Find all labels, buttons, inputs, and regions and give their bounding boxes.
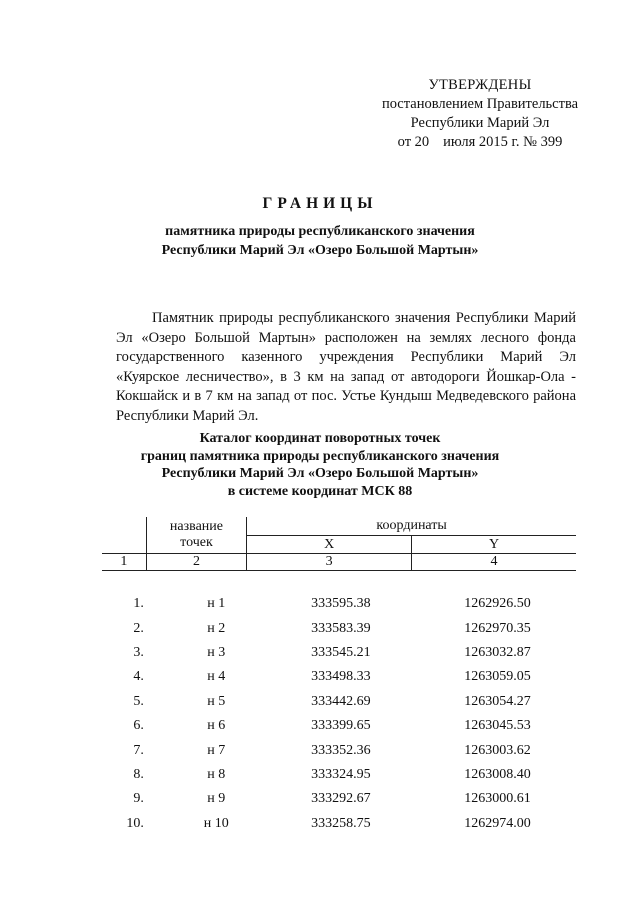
header-x: X bbox=[247, 536, 412, 554]
row-point-name: н 3 bbox=[207, 644, 226, 660]
coordinates-table-body bbox=[102, 592, 576, 836]
table-row bbox=[102, 738, 576, 762]
row-point-name: н 2 bbox=[207, 620, 226, 636]
row-index: 6. bbox=[133, 718, 144, 734]
catalog-line-4: в системе координат МСК 88 bbox=[227, 483, 413, 499]
row-point-name: н 6 bbox=[207, 718, 226, 734]
approval-line-1: постановлением Правительства bbox=[381, 96, 579, 112]
table-row bbox=[102, 592, 576, 616]
row-index: 9. bbox=[133, 791, 144, 807]
row-index: 3. bbox=[133, 644, 144, 660]
row-index: 2. bbox=[133, 620, 144, 636]
table-row bbox=[102, 665, 576, 689]
row-point-name: н 10 bbox=[203, 815, 229, 831]
coordinates-table-header bbox=[102, 517, 576, 571]
approval-date-rest: июля 2015 г. № 399 bbox=[443, 134, 563, 150]
row-y: 1262926.50 bbox=[464, 596, 531, 612]
row-x: 333595.38 bbox=[311, 596, 371, 612]
row-point-name: н 4 bbox=[207, 669, 226, 685]
row-x: 333498.33 bbox=[311, 669, 371, 685]
approval-stamp bbox=[360, 76, 600, 152]
header-index-cell bbox=[102, 517, 146, 554]
row-index: 5. bbox=[133, 693, 144, 709]
row-x: 333292.67 bbox=[311, 791, 371, 807]
subtitle-line-2: Республики Марий Эл «Озеро Большой Мартын» bbox=[161, 243, 479, 258]
table-row bbox=[102, 616, 576, 640]
row-y: 1263008.40 bbox=[464, 766, 531, 782]
row-x: 333399.65 bbox=[311, 718, 371, 734]
row-x: 333583.39 bbox=[311, 620, 371, 636]
row-index: 8. bbox=[133, 766, 144, 782]
document-title: ГРАНИЦЫ bbox=[262, 195, 378, 212]
table-row bbox=[102, 714, 576, 738]
approval-title: УТВЕРЖДЕНЫ bbox=[428, 77, 532, 93]
col-number-2: 2 bbox=[146, 554, 247, 571]
approval-date bbox=[360, 133, 600, 152]
table-row bbox=[102, 787, 576, 811]
row-point-name: н 1 bbox=[207, 596, 226, 612]
row-point-name: н 9 bbox=[207, 791, 226, 807]
row-y: 1263003.62 bbox=[464, 742, 531, 758]
row-y: 1263059.05 bbox=[464, 669, 531, 685]
table-row bbox=[102, 763, 576, 787]
row-index: 7. bbox=[133, 742, 144, 758]
row-x: 333352.36 bbox=[311, 742, 371, 758]
row-index: 10. bbox=[126, 815, 144, 831]
row-index: 1. bbox=[133, 596, 144, 612]
header-coordinates: координаты bbox=[247, 517, 576, 536]
row-index: 4. bbox=[133, 669, 144, 685]
col-number-1: 1 bbox=[102, 554, 146, 571]
approval-date-prefix: от 20 bbox=[397, 134, 430, 150]
row-y: 1262974.00 bbox=[464, 815, 531, 831]
header-point-name-line-1: название bbox=[169, 519, 223, 534]
catalog-line-3: Республики Марий Эл «Озеро Большой Мартын» bbox=[161, 466, 479, 481]
catalog-line-2: границ памятника природы республиканского значения bbox=[140, 448, 500, 464]
table-row bbox=[102, 690, 576, 714]
header-point-name-line-2: точек bbox=[180, 535, 213, 550]
row-y: 1263054.27 bbox=[464, 693, 531, 709]
catalog-heading bbox=[100, 430, 540, 500]
col-number-3: 3 bbox=[247, 554, 412, 571]
row-x: 333324.95 bbox=[311, 766, 371, 782]
row-y: 1263032.87 bbox=[464, 644, 531, 660]
subtitle-line-1: памятника природы республиканского значения bbox=[165, 224, 475, 239]
approval-line-2: Республики Марий Эл bbox=[410, 115, 550, 131]
row-x: 333258.75 bbox=[311, 815, 371, 831]
row-x: 333545.21 bbox=[311, 644, 371, 660]
document-subtitle bbox=[100, 222, 540, 260]
table-row bbox=[102, 812, 576, 836]
description-paragraph: Памятник природы республиканского значения Республики Марий Эл «Озеро Большой Мартын» расположен на землях лесного фонда государственного казенного учреждения Республики Марий Эл «Куярское лесничество», в 3 км на запад от автодороги Йошкар-Ола - Кокшайск и в 7 км на запад от пос. Устье Кундыш Медведевского района Республики Марий Эл. bbox=[116, 310, 576, 424]
row-point-name: н 7 bbox=[207, 742, 226, 758]
row-point-name: н 5 bbox=[207, 693, 226, 709]
catalog-line-1: Каталог координат поворотных точек bbox=[199, 431, 441, 446]
row-y: 1262970.35 bbox=[464, 620, 531, 636]
row-point-name: н 8 bbox=[207, 766, 226, 782]
header-point-name bbox=[146, 517, 247, 554]
table-row bbox=[102, 641, 576, 665]
row-x: 333442.69 bbox=[311, 693, 371, 709]
row-y: 1263000.61 bbox=[464, 791, 531, 807]
row-y: 1263045.53 bbox=[464, 718, 531, 734]
col-number-4: 4 bbox=[412, 554, 576, 571]
header-y: Y bbox=[412, 536, 576, 554]
